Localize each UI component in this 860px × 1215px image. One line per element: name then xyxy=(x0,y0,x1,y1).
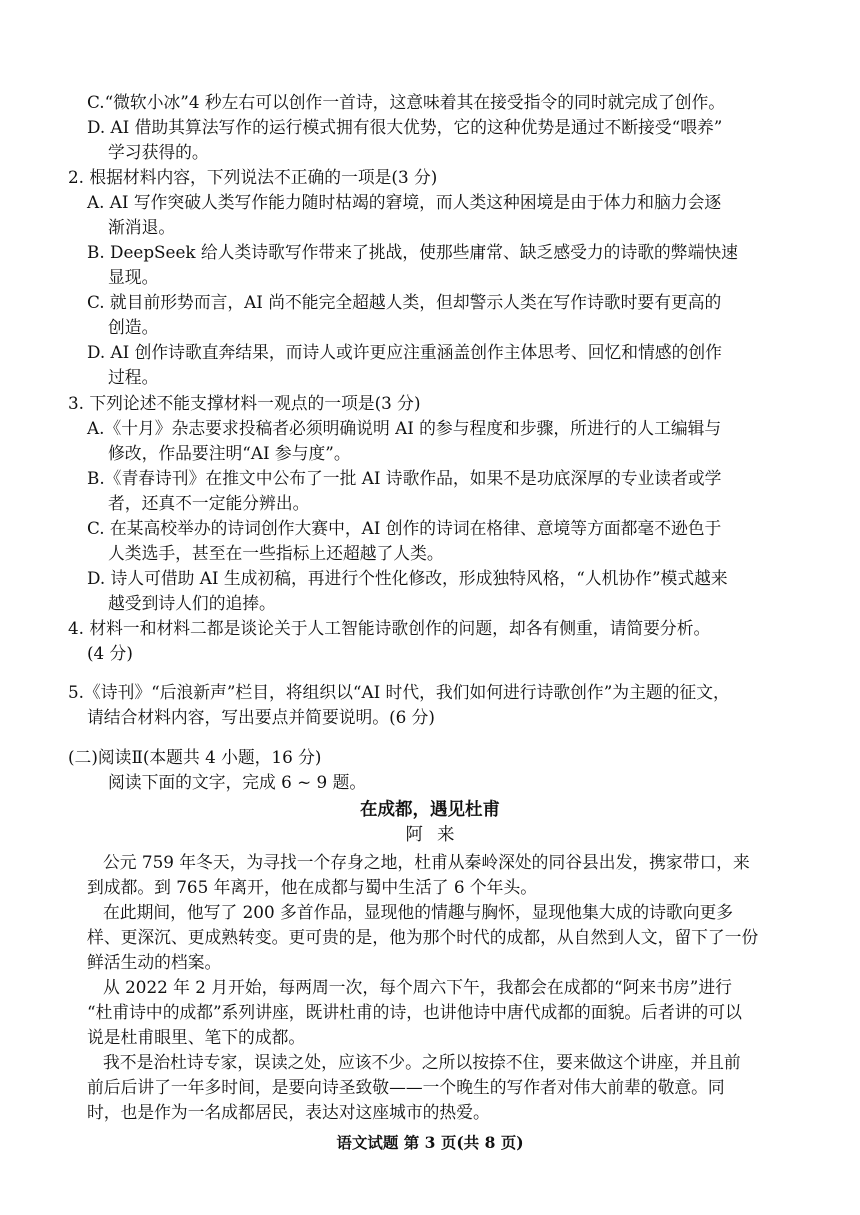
article-title: 在成都，遇见杜甫 xyxy=(360,800,500,820)
q1-option-d-line2: 学习获得的。 xyxy=(108,142,209,162)
article-author: 阿来 xyxy=(405,825,469,845)
q3-option-c-line2: 人类选手，甚至在一些指标上还超越了人类。 xyxy=(108,543,444,563)
q2-option-a-line2: 渐消退。 xyxy=(108,217,176,237)
article-line: 在此期间，他写了 200 多首作品，显现他的情趣与胸怀，显现他集大成的诗歌向更多 xyxy=(103,902,734,922)
article-line: 我不是治杜诗专家，误读之处，应该不少。之所以按捺不住，要来做这个讲座，并且前 xyxy=(103,1052,741,1072)
q4-stem-line2: (4 分) xyxy=(87,643,133,663)
q5-stem-line1: 5.《诗刊》“后浪新声”栏目，将组织以“AI 时代，我们如何进行诗歌创作”为主题的征文， xyxy=(68,682,730,702)
q2-option-c-line2: 创造。 xyxy=(108,317,159,337)
article-line: 前后后讲了一年多时间，是要向诗圣致敬——一个晚生的写作者对伟大前辈的敬意。同 xyxy=(87,1077,725,1097)
article-line: 鲜活生动的档案。 xyxy=(87,952,222,972)
q2-option-d-line2: 过程。 xyxy=(108,367,159,387)
q2-option-b-line1: B. DeepSeek 给人类诗歌写作带来了挑战，使那些庸常、缺乏感受力的诗歌的弊端快速 xyxy=(87,242,738,262)
article-line: 公元 759 年冬天，为寻找一个存身之地，杜甫从秦岭深处的同谷县出发，携家带口，来 xyxy=(103,852,750,872)
q2-option-d-line1: D. AI 创作诗歌直奔结果，而诗人或许更应注重涵盖创作主体思考、回忆和情感的创作 xyxy=(87,342,722,362)
q3-option-d-line2: 越受到诗人们的追捧。 xyxy=(108,593,276,613)
q2-option-c-line1: C. 就目前形势而言，AI 尚不能完全超越人类，但却警示人类在写作诗歌时要有更高的 xyxy=(87,292,722,312)
article-line: “杜甫诗中的成都”系列讲座，既讲杜甫的诗，也讲他诗中唐代成都的面貌。后者讲的可以 xyxy=(87,1002,742,1022)
q2-stem: 2. 根据材料内容，下列说法不正确的一项是(3 分) xyxy=(68,167,438,187)
q2-option-a-line1: A. AI 写作突破人类写作能力随时枯竭的窘境，而人类这种困境是由于体力和脑力会逐 xyxy=(87,192,722,212)
article-line: 样、更深沉、更成熟转变。更可贵的是，他为那个时代的成都，从自然到人文，留下了一份 xyxy=(87,927,759,947)
q3-option-d-line1: D. 诗人可借助 AI 生成初稿，再进行个性化修改，形成独特风格，“人机协作”模式越来 xyxy=(87,568,728,588)
q3-option-a-line2: 修改，作品要注明“AI 参与度”。 xyxy=(108,443,351,463)
section-heading: (二)阅读Ⅱ(本题共 4 小题，16 分) xyxy=(68,747,322,767)
q3-option-a-line1: A.《十月》杂志要求投稿者必须明确说明 AI 的参与程度和步骤，所进行的人工编辑与 xyxy=(87,418,722,438)
q3-option-b-line2: 者，还真不一定能分辨出。 xyxy=(108,493,310,513)
q3-stem: 3. 下列论述不能支撑材料一观点的一项是(3 分) xyxy=(68,393,421,413)
article-line: 到成都。到 765 年离开，他在成都与蜀中生活了 6 个年头。 xyxy=(87,877,538,897)
q3-option-c-line1: C. 在某高校举办的诗词创作大赛中，AI 创作的诗词在格律、意境等方面都毫不逊色于 xyxy=(87,518,722,538)
q1-option-c: C.“微软小冰”4 秒左右可以创作一首诗，这意味着其在接受指令的同时就完成了创作。 xyxy=(87,92,726,112)
q2-option-b-line2: 显现。 xyxy=(108,267,159,287)
q5-stem-line2: 请结合材料内容，写出要点并简要说明。(6 分) xyxy=(87,707,435,727)
q3-option-b-line1: B.《青春诗刊》在推文中公布了一批 AI 诗歌作品，如果不是功底深厚的专业读者或学 xyxy=(87,468,722,488)
page-footer: 语文试题 第 3 页(共 8 页) xyxy=(336,1133,524,1152)
section-instruction: 阅读下面的文字，完成 6 ~ 9 题。 xyxy=(108,772,367,792)
article-line: 说是杜甫眼里、笔下的成都。 xyxy=(87,1027,306,1047)
article-line: 从 2022 年 2 月开始，每两周一次，每个周六下午，我都会在成都的“阿来书房”进行 xyxy=(103,977,732,997)
q1-option-d-line1: D. AI 借助其算法写作的运行模式拥有很大优势，它的这种优势是通过不断接受“喂养” xyxy=(87,117,723,137)
q4-stem-line1: 4. 材料一和材料二都是谈论关于人工智能诗歌创作的问题，却各有侧重，请简要分析。 xyxy=(68,618,711,638)
article-line: 时，也是作为一名成都居民，表达对这座城市的热爱。 xyxy=(87,1102,490,1122)
